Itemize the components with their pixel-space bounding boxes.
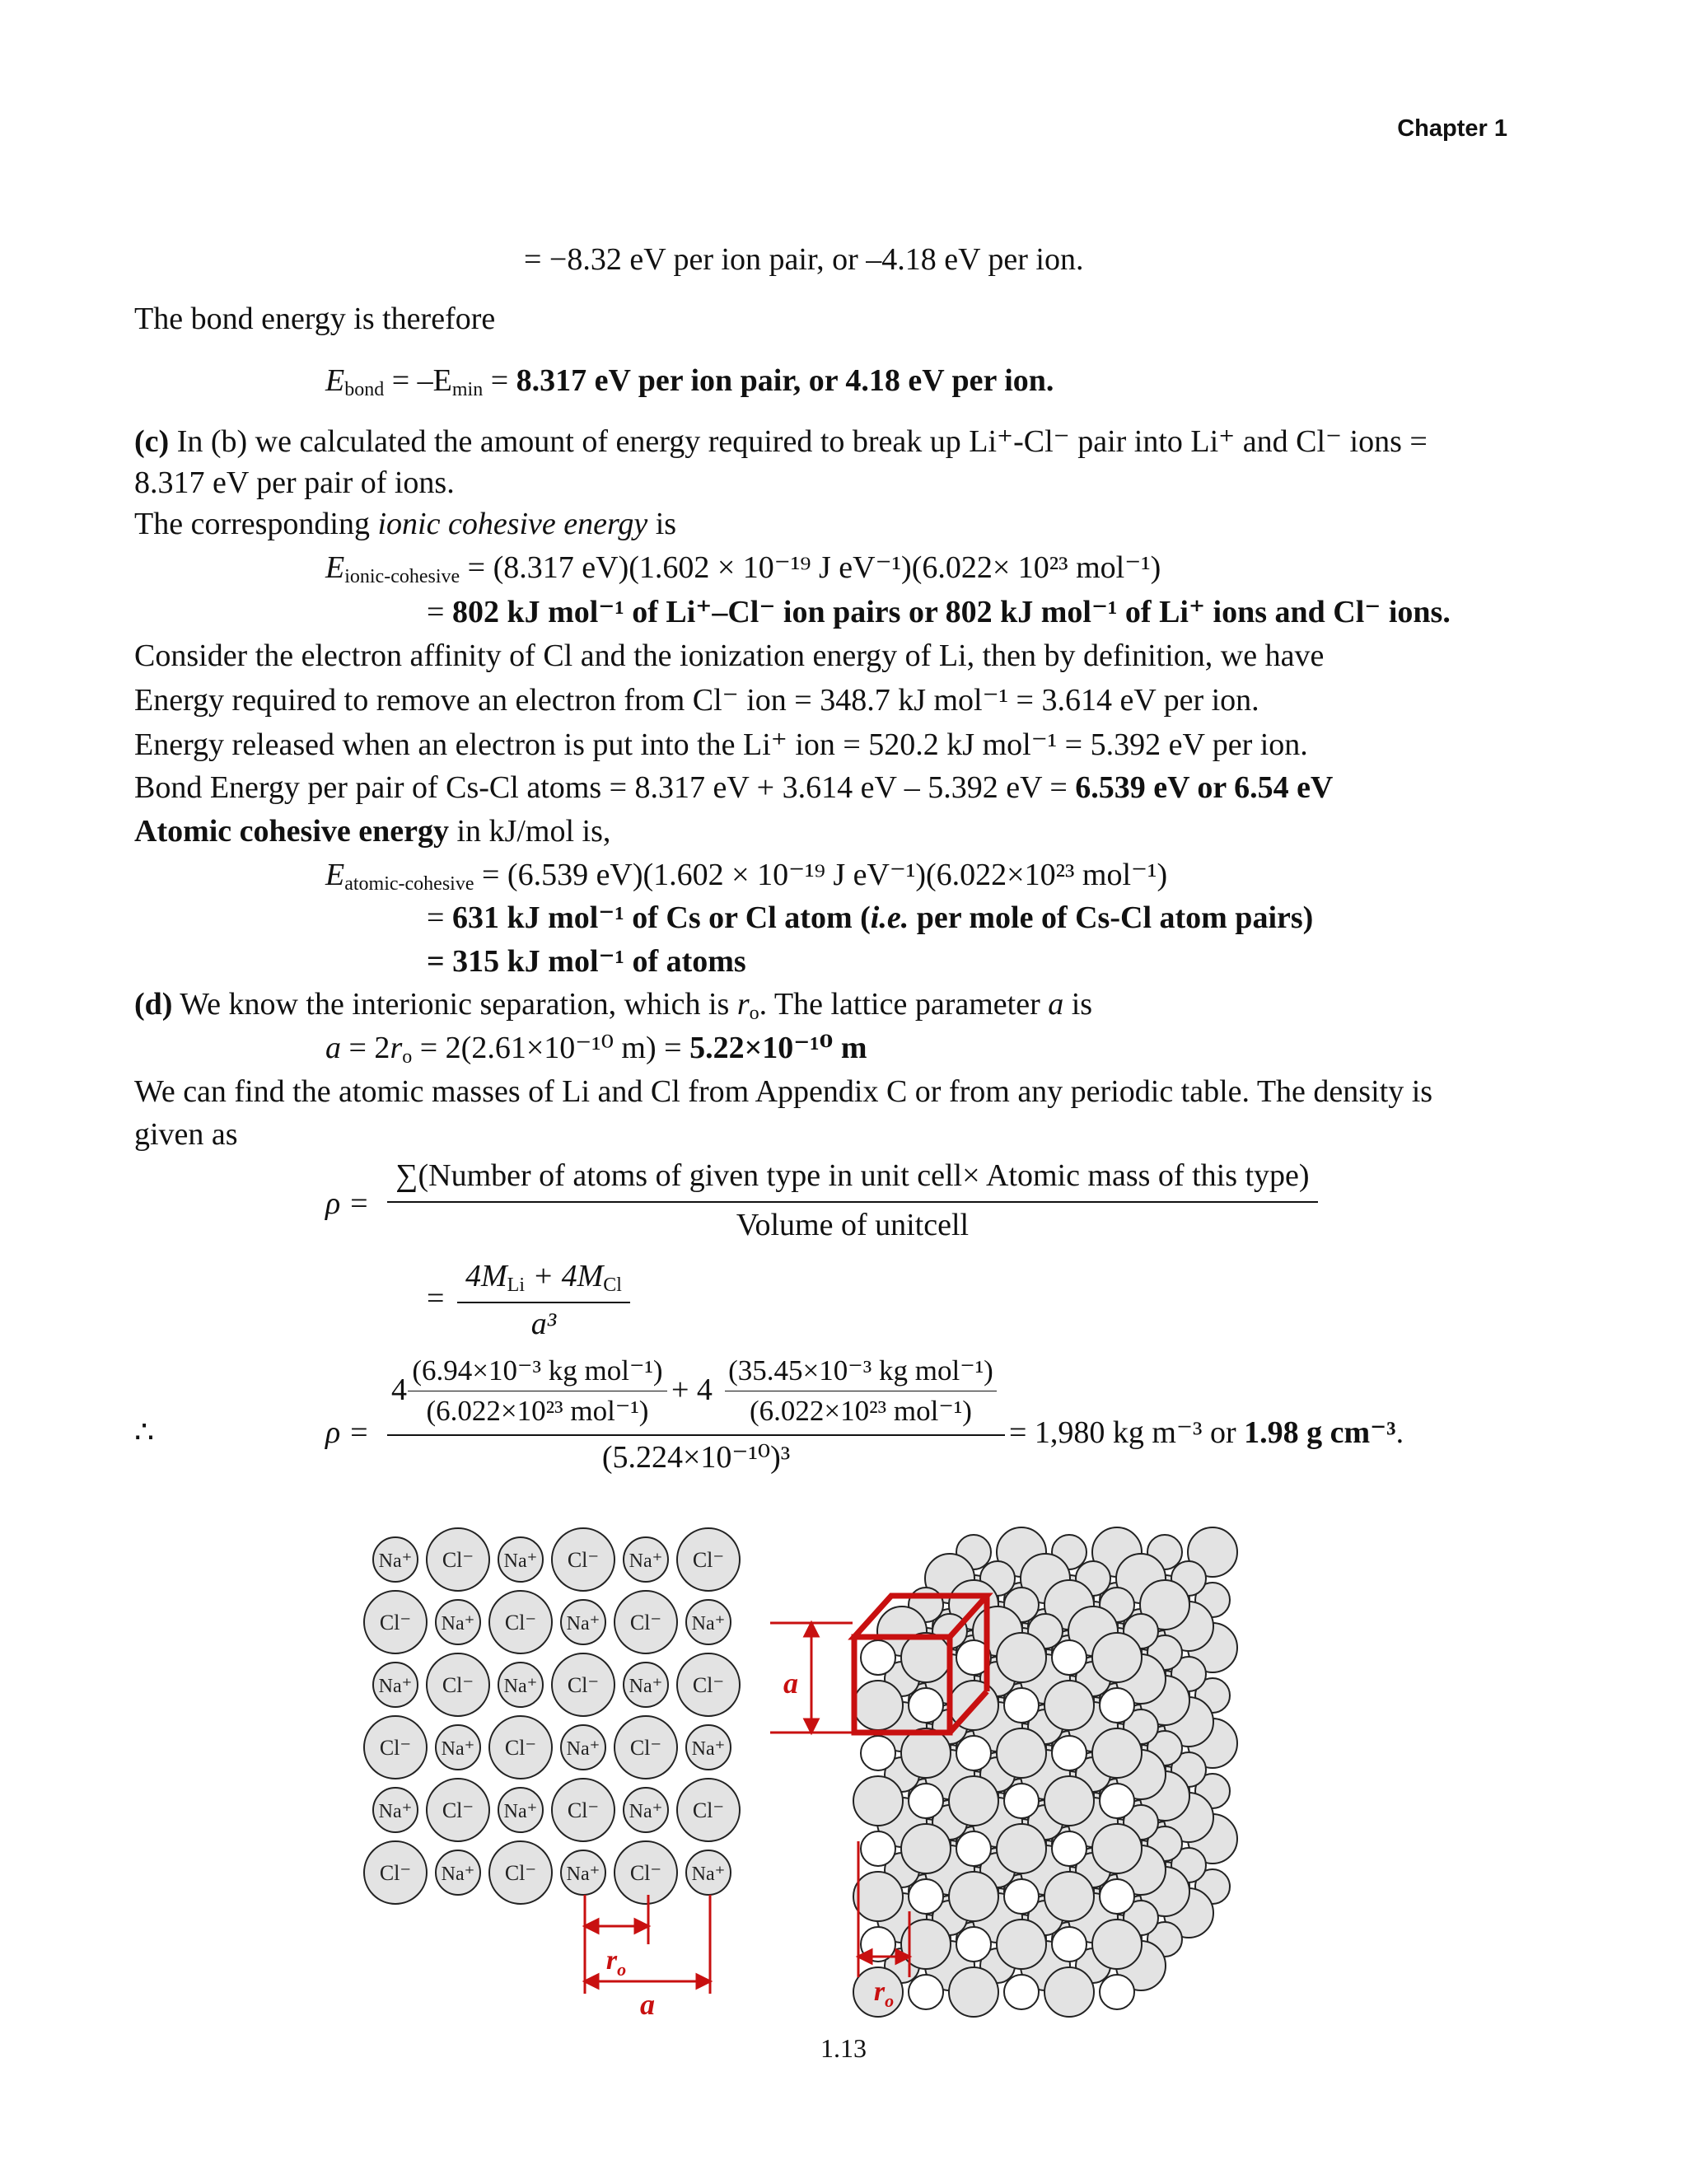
ro-label-3d: $r_o$ [873, 1976, 895, 2011]
part-c-line-7: Energy required to remove an electron from Cl⁻ ion = 348.7 kJ mol⁻¹ = 3.614 eV per ion. [134, 683, 1259, 718]
small-ion-sphere [956, 1736, 991, 1770]
mass-numerator: $4M_{Li} + 4M_{Cl}$ [465, 1259, 622, 1296]
large-ion-sphere [997, 1633, 1046, 1682]
part-c-line-1: (c) In (b) we calculated the amount of energy required to break up Li⁺-Cl⁻ pair into Li⁺ and Cl⁻ ions = [134, 424, 1428, 459]
large-ion-sphere [901, 1728, 951, 1778]
na-ion-label: Na⁺ [503, 1801, 538, 1822]
na-ion-label: Na⁺ [566, 1738, 600, 1760]
large-ion-sphere [1092, 1633, 1142, 1682]
cl-mass-numerator: (35.45×10⁻³ kg mol⁻¹) [728, 1354, 993, 1387]
large-ion-sphere [853, 1872, 903, 1921]
cl-mass-denominator: (6.022×10²³ mol⁻¹) [750, 1395, 972, 1427]
na-ion-label: Na⁺ [629, 1801, 663, 1822]
small-ion-sphere [1004, 1688, 1039, 1723]
cl-ion-label: Cl⁻ [379, 1861, 412, 1885]
part-c-line-8: Energy released when an electron is put into the Li⁺ ion = 520.2 kJ mol⁻¹ = 5.392 eV per ion. [134, 727, 1308, 762]
cl-ion-label: Cl⁻ [629, 1861, 662, 1885]
rho-symbol-1: ρ = [325, 1186, 370, 1221]
cl-ion-label: Cl⁻ [442, 1798, 474, 1822]
small-ion-sphere [1004, 1975, 1039, 2009]
na-ion-label: Na⁺ [378, 1801, 413, 1822]
cl-ion-label: Cl⁻ [379, 1736, 412, 1760]
na-ion-label: Na⁺ [566, 1864, 600, 1885]
small-ion-sphere [861, 1736, 895, 1770]
large-ion-sphere [949, 1872, 998, 1921]
small-ion-sphere [1100, 1879, 1134, 1914]
large-ion-sphere [949, 1776, 998, 1826]
large-ion-sphere [1092, 1920, 1142, 1969]
na-ion-label: Na⁺ [441, 1864, 475, 1885]
large-ion-sphere [901, 1824, 951, 1873]
small-ion-sphere [956, 1927, 991, 1962]
large-ion-sphere [1092, 1824, 1142, 1873]
bond-energy-equation: $E_{bond} = -E_{min} = 8.317$ eV per ion pair, or 4.18 eV per ion. [325, 363, 1054, 400]
na-ion-label: Na⁺ [378, 1676, 413, 1697]
small-ion-sphere [1052, 1736, 1087, 1770]
large-ion-sphere [1044, 1872, 1094, 1921]
coefficient-4-a: 4 [391, 1373, 407, 1407]
atomic-cohesive-equation: $E_{atomic-cohesive} = (6.539$ eV)(1.602 × 10⁻¹⁹ J eV⁻¹)(6.022×10²³ mol⁻¹) [325, 858, 1168, 895]
cl-ion-label: Cl⁻ [692, 1798, 725, 1822]
large-ion-sphere [901, 1633, 951, 1682]
density-denominator: Volume of unitcell [736, 1208, 970, 1242]
density-numerator: ∑(Number of atoms of given type in unit cell× Atomic mass of this type) [395, 1158, 1310, 1193]
na-ion-label: Na⁺ [441, 1613, 475, 1634]
cl-ion-label: Cl⁻ [629, 1736, 662, 1760]
small-ion-sphere [909, 1975, 943, 2009]
ionic-cohesive-result: = 802 kJ mol⁻¹ of Li⁺–Cl⁻ ion pairs or 802 kJ mol⁻¹ of Li⁺ ions and Cl⁻ ions. [427, 595, 1451, 629]
large-ion-sphere [1044, 1967, 1094, 2017]
cl-ion-label: Cl⁻ [504, 1861, 537, 1885]
na-ion-label: Na⁺ [629, 1676, 663, 1697]
cl-ion-label: Cl⁻ [567, 1548, 600, 1572]
na-ion-label: Na⁺ [441, 1738, 475, 1760]
large-ion-sphere [1092, 1728, 1142, 1778]
small-ion-sphere [909, 1784, 943, 1818]
small-ion-sphere [1100, 1784, 1134, 1818]
cl-ion-label: Cl⁻ [629, 1611, 662, 1634]
cl-ion-label: Cl⁻ [379, 1611, 412, 1634]
small-ion-sphere [1100, 1688, 1134, 1723]
a-label-2d: a [640, 1988, 655, 2021]
li-mass-denominator: (6.022×10²³ mol⁻¹) [426, 1395, 649, 1427]
plus-4: + 4 [671, 1373, 713, 1407]
cl-ion-label: Cl⁻ [442, 1673, 474, 1697]
atomic-cohesive-result-2: = 315 kJ mol⁻¹ of atoms [427, 944, 746, 979]
large-ion-sphere [853, 1681, 903, 1730]
nacl-3d-lattice [853, 1527, 1237, 2017]
ionic-cohesive-equation: $E_{ionic-cohesive} = (8.317$ eV)(1.602 × 10⁻¹⁹ J eV⁻¹)(6.022× 10²³ mol⁻¹) [325, 550, 1161, 587]
small-ion-sphere [861, 1640, 895, 1675]
part-c-line-6: Consider the electron affinity of Cl and the ionization energy of Li, then by definition, we have [134, 638, 1325, 673]
small-ion-sphere [1052, 1640, 1087, 1675]
part-d-line-3: We can find the atomic masses of Li and Cl from Appendix C or from any periodic table. The density is [134, 1074, 1433, 1109]
chapter-header: Chapter 1 [1397, 115, 1507, 142]
large-ion-sphere [997, 1728, 1046, 1778]
ro-label-2d: $r_o$ [605, 1945, 627, 1980]
part-c-line-10: Atomic cohesive energy in kJ/mol is, [134, 814, 611, 849]
page-number: 1.13 [820, 2033, 867, 2063]
na-ion-label: Na⁺ [629, 1550, 663, 1572]
therefore-symbol: ∴ [134, 1415, 155, 1450]
na-ion-label: Na⁺ [691, 1864, 726, 1885]
small-ion-sphere [909, 1879, 943, 1914]
na-ion-label: Na⁺ [503, 1550, 538, 1572]
large-ion-sphere [997, 1920, 1046, 1969]
mass-denominator: a³ [530, 1307, 557, 1341]
small-ion-sphere [956, 1831, 991, 1866]
nacl-2d-lattice [364, 1528, 740, 1904]
large-ion-sphere [1044, 1681, 1094, 1730]
na-ion-label: Na⁺ [691, 1738, 726, 1760]
part-c-line-9: Bond Energy per pair of Cs-Cl atoms = 8.317 eV + 3.614 eV – 5.392 eV = 6.539 eV or 6.54 eV [134, 770, 1334, 805]
small-ion-sphere [1052, 1927, 1087, 1962]
rho-symbol-2: ρ = [325, 1415, 370, 1450]
atomic-cohesive-result-1: = 631 kJ mol⁻¹ of Cs or Cl atom (i.e. per mole of Cs-Cl atom pairs) [427, 900, 1314, 935]
part-d-line-1: (d) We know the interionic separation, which is $r_o$. The lattice parameter a is [134, 987, 1093, 1024]
na-ion-label: Na⁺ [503, 1676, 538, 1697]
bond-energy-intro: The bond energy is therefore [134, 302, 496, 336]
large-ion-sphere [1044, 1776, 1094, 1826]
part-d-line-4: given as [134, 1117, 238, 1152]
na-ion-label: Na⁺ [566, 1613, 600, 1634]
part-c-line-3: The corresponding ionic cohesive energy is [134, 507, 677, 541]
equals-sign-2: = [427, 1281, 445, 1316]
na-ion-label: Na⁺ [691, 1613, 726, 1634]
na-ion-label: Na⁺ [378, 1550, 413, 1572]
cl-ion-label: Cl⁻ [504, 1611, 537, 1634]
cl-ion-label: Cl⁻ [442, 1548, 474, 1572]
small-ion-sphere [1004, 1879, 1039, 1914]
small-ion-sphere [1004, 1784, 1039, 1818]
large-ion-sphere [853, 1776, 903, 1826]
li-mass-numerator: (6.94×10⁻³ kg mol⁻¹) [412, 1354, 663, 1387]
small-ion-sphere [909, 1688, 943, 1723]
energy-result-line: = −8.32 eV per ion pair, or –4.18 eV per ion. [524, 242, 1084, 277]
large-ion-sphere [949, 1967, 998, 2017]
small-ion-sphere [861, 1831, 895, 1866]
small-ion-sphere [1052, 1831, 1087, 1866]
cl-ion-label: Cl⁻ [692, 1548, 725, 1572]
cl-ion-label: Cl⁻ [567, 1798, 600, 1822]
part-c-line-2: 8.317 eV per pair of ions. [134, 465, 455, 500]
small-ion-sphere [1100, 1975, 1134, 2009]
lattice-parameter-equation: $a = 2r_o = 2(2.61\times 10^{-10}$ m) = 5.22×10⁻¹⁰ m [325, 1031, 867, 1068]
lattice-volume-denominator: (5.224×10⁻¹⁰)³ [601, 1440, 791, 1475]
cl-ion-label: Cl⁻ [504, 1736, 537, 1760]
cl-ion-label: Cl⁻ [692, 1673, 725, 1697]
density-result: = 1,980 kg m⁻³ or 1.98 g cm⁻³. [1009, 1415, 1404, 1450]
cl-ion-label: Cl⁻ [567, 1673, 600, 1697]
large-ion-sphere [997, 1824, 1046, 1873]
a-label-3d: a [783, 1667, 798, 1700]
